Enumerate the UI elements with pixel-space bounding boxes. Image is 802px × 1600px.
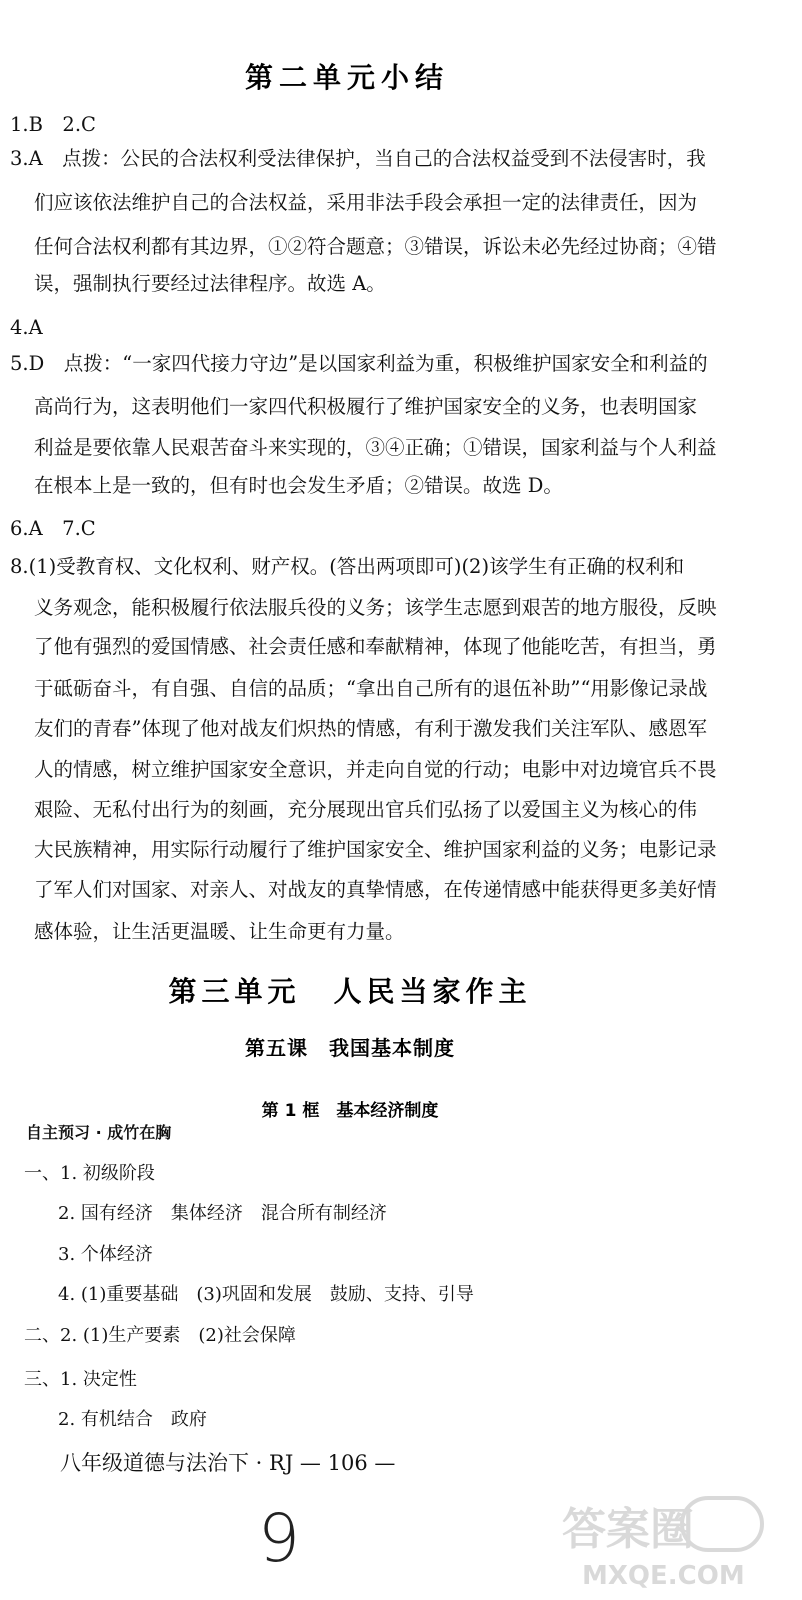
answer-line: 利益是要依靠人民艰苦奋斗来实现的，③④正确；①错误，国家利益与个人利益 bbox=[34, 436, 717, 459]
preview-line: 三、1. 决定性 bbox=[24, 1369, 137, 1390]
answer-line: 在根本上是一致的，但有时也会发生矛盾；②错误。故选 D。 bbox=[34, 474, 563, 497]
answer-line: 3.A 点拨：公民的合法权利受法律保护，当自己的合法权益受到不法侵害时，我 bbox=[10, 147, 706, 170]
answer-line: 大民族精神，用实际行动履行了维护国家安全、维护国家利益的义务；电影记录 bbox=[34, 838, 717, 861]
answer-line: 义务观念，能积极履行依法服兵役的义务；该学生志愿到艰苦的地方服役，反映 bbox=[34, 596, 717, 619]
answer-line: 高尚行为，这表明他们一家四代积极履行了维护国家安全的义务，也表明国家 bbox=[34, 395, 698, 418]
answer-line: 4.A bbox=[10, 316, 43, 339]
answer-line: 了他有强烈的爱国情感、社会责任感和奉献精神，体现了他能吃苦，有担当，勇 bbox=[34, 635, 717, 658]
answer-line: 6.A 7.C bbox=[10, 517, 96, 540]
answer-line: 感体验，让生活更温暖、让生命更有力量。 bbox=[34, 920, 405, 943]
unit-title: 第三单元 人民当家作主 bbox=[168, 975, 532, 1008]
answer-line: 1.B 2.C bbox=[10, 113, 96, 136]
section-heading: 自主预习 · 成竹在胸 bbox=[26, 1123, 172, 1142]
answer-line: 友们的青春”体现了他对战友们炽热的情感，有利于激发我们关注军队、感恩军 bbox=[34, 717, 707, 740]
lesson-title: 第五课 我国基本制度 bbox=[245, 1036, 455, 1060]
preview-line: 2. 有机结合 政府 bbox=[58, 1409, 207, 1430]
watermark-text-cn: 答案圈 bbox=[562, 1504, 694, 1555]
preview-line: 4. (1)重要基础 (3)巩固和发展 鼓励、支持、引导 bbox=[58, 1284, 474, 1305]
answer-line: 艰险、无私付出行为的刻画，充分展现出官兵们弘扬了以爱国主义为核心的伟 bbox=[34, 798, 698, 821]
answer-line: 了军人们对国家、对亲人、对战友的真挚情感，在传递情感中能获得更多美好情 bbox=[34, 878, 717, 901]
watermark-logo bbox=[552, 1492, 792, 1592]
unit-summary-title: 第二单元小结 bbox=[244, 61, 449, 94]
frame-title: 第 1 框 基本经济制度 bbox=[261, 1101, 439, 1121]
answer-line: 人的情感，树立维护国家安全意识，并走向自觉的行动；电影中对边境官兵不畏 bbox=[34, 758, 717, 781]
preview-line: 二、2. (1)生产要素 (2)社会保障 bbox=[24, 1325, 296, 1346]
preview-line: 一、1. 初级阶段 bbox=[24, 1163, 155, 1184]
handwritten-page-mark: 9 bbox=[258, 1500, 300, 1577]
answer-line: 8.(1)受教育权、文化权利、财产权。(答出两项即可)(2)该学生有正确的权利和 bbox=[10, 555, 685, 578]
answer-line: 误，强制执行要经过法律程序。故选 A。 bbox=[34, 272, 386, 295]
answer-line: 5.D 点拨：“一家四代接力守边”是以国家利益为重，积极维护国家安全和利益的 bbox=[10, 352, 708, 375]
preview-line: 3. 个体经济 bbox=[58, 1244, 153, 1265]
answer-line: 任何合法权利都有其边界，①②符合题意；③错误，诉讼未必先经过协商；④错 bbox=[34, 235, 717, 258]
answer-line: 于砥砺奋斗，有自强、自信的品质；“拿出自己所有的退伍补助”“用影像记录战 bbox=[34, 677, 708, 700]
preview-line: 2. 国有经济 集体经济 混合所有制经济 bbox=[58, 1203, 387, 1224]
answer-line: 们应该依法维护自己的合法权益，采用非法手段会承担一定的法律责任，因为 bbox=[34, 191, 698, 214]
page-footer: 八年级道德与法治下 · RJ — 106 — bbox=[60, 1451, 396, 1475]
watermark-text-url: MXQE.COM bbox=[582, 1561, 745, 1591]
